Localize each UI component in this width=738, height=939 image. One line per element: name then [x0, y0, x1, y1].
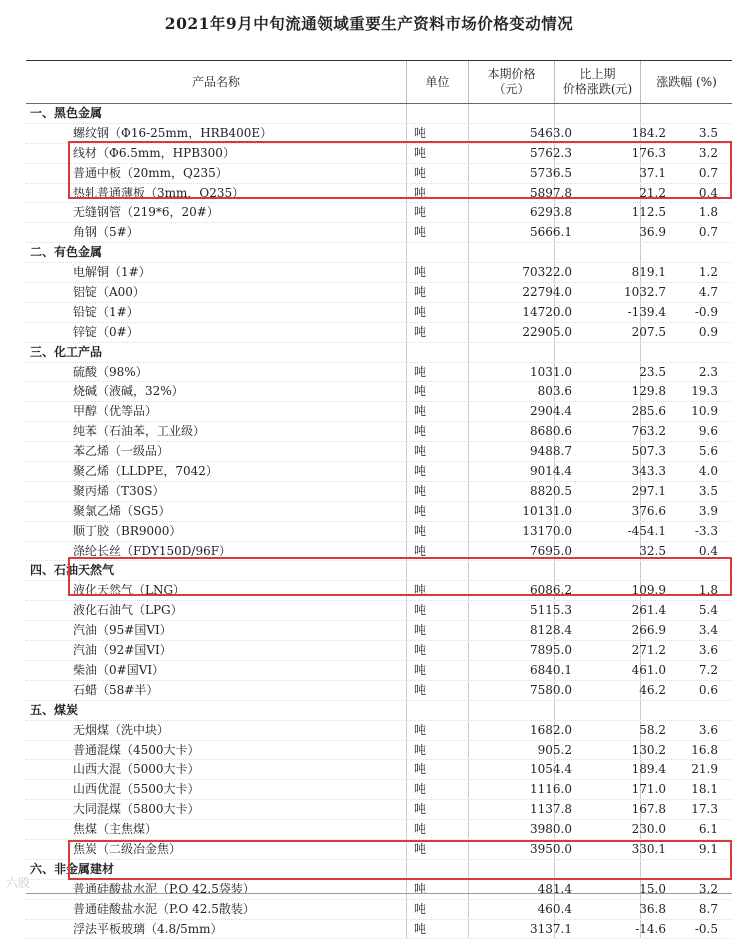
product-name: 液化石油气（LPG） [73, 603, 183, 618]
pct-cell: 3.6 [698, 722, 718, 737]
unit-cell: 吨 [413, 822, 426, 837]
pct-cell: 10.9 [691, 404, 718, 419]
change-cell: 376.6 [631, 503, 666, 518]
table-row [26, 283, 732, 303]
price-cell: 10131.0 [522, 503, 572, 518]
pct-cell: -3.3 [694, 523, 718, 538]
category-row [26, 701, 732, 721]
pct-cell: 4.7 [698, 285, 718, 300]
table-bottom-rule [26, 893, 732, 894]
column-divider [468, 303, 469, 322]
pct-cell: 5.6 [698, 444, 718, 459]
table-header [26, 60, 732, 104]
header-price-line2: （元） [493, 82, 530, 96]
unit-cell: 吨 [413, 165, 426, 180]
product-name: 汽油（92#国VI） [73, 643, 172, 658]
table-row [26, 721, 732, 741]
price-cell: 1682.0 [530, 722, 572, 737]
pct-cell: -0.5 [694, 921, 718, 936]
unit-cell: 吨 [413, 185, 426, 200]
table-row [26, 900, 732, 920]
table-row [26, 303, 732, 323]
column-divider [468, 741, 469, 760]
change-cell: 36.8 [639, 901, 666, 916]
change-cell: 46.2 [639, 682, 666, 697]
pct-cell: 17.3 [691, 802, 718, 817]
product-name: 锌锭（0#） [73, 324, 139, 339]
change-cell: 189.4 [631, 762, 666, 777]
price-cell: 5666.1 [530, 225, 572, 240]
change-cell: 230.0 [631, 822, 666, 837]
pct-cell: 0.4 [698, 185, 718, 200]
column-divider [468, 502, 469, 521]
column-divider [468, 880, 469, 899]
unit-cell: 吨 [413, 205, 426, 220]
unit-cell: 吨 [413, 523, 426, 538]
table-row [26, 442, 732, 462]
unit-cell: 吨 [413, 404, 426, 419]
pct-cell: 9.1 [698, 841, 718, 856]
unit-cell: 吨 [413, 225, 426, 240]
column-divider [468, 442, 469, 461]
table-row [26, 263, 732, 283]
unit-cell: 吨 [413, 841, 426, 856]
column-divider [468, 920, 469, 939]
column-divider [468, 780, 469, 799]
highlight-box [68, 840, 732, 880]
pct-cell: 1.2 [698, 265, 718, 280]
product-name: 电解铜（1#） [73, 265, 151, 280]
product-name: 山西优混（5500大卡） [73, 782, 200, 797]
column-divider [468, 820, 469, 839]
product-name: 液化天然气（LNG） [73, 583, 186, 598]
header-price-line1: 本期价格 [487, 67, 536, 81]
product-name: 普通混煤（4500大卡） [73, 742, 200, 757]
table-row [26, 741, 732, 761]
change-cell: 507.3 [631, 444, 666, 459]
price-cell: 6293.8 [530, 205, 572, 220]
category-name: 一、黑色金属 [30, 106, 103, 120]
table-row [26, 800, 732, 820]
product-name: 甲醇（优等品） [73, 404, 158, 419]
pct-cell: 18.1 [691, 782, 718, 797]
column-divider [468, 522, 469, 541]
unit-cell: 吨 [413, 503, 426, 518]
price-cell: 6086.2 [530, 583, 572, 598]
price-cell: 22905.0 [522, 324, 572, 339]
column-divider [468, 641, 469, 660]
price-cell: 6840.1 [530, 662, 572, 677]
price-cell: 1137.8 [530, 802, 572, 817]
unit-cell: 吨 [413, 762, 426, 777]
product-name: 苯乙烯（一级品） [73, 444, 170, 459]
price-cell: 460.4 [537, 901, 572, 916]
column-divider [468, 760, 469, 779]
column-divider [554, 243, 555, 262]
unit-cell: 吨 [413, 424, 426, 439]
product-name: 大同混煤（5800大卡） [73, 802, 200, 817]
column-divider [468, 263, 469, 282]
price-cell: 70322.0 [522, 265, 572, 280]
pct-cell: 0.6 [698, 682, 718, 697]
product-name: 汽油（95#国VI） [73, 623, 172, 638]
product-name: 线材（Φ6.5mm，HPB300） [73, 145, 235, 160]
unit-cell: 吨 [413, 782, 426, 797]
pct-cell: 3.2 [698, 145, 718, 160]
change-cell: 37.1 [639, 165, 666, 180]
table-row [26, 760, 732, 780]
header-price [468, 61, 554, 103]
change-cell: 184.2 [631, 125, 666, 140]
column-divider [468, 343, 469, 362]
product-name: 铝锭（A00） [73, 285, 145, 300]
price-cell: 8680.6 [530, 424, 572, 439]
column-divider [468, 701, 469, 720]
price-cell: 481.4 [537, 881, 572, 896]
column-divider [468, 422, 469, 441]
table-row [26, 203, 732, 223]
price-cell: 7580.0 [530, 682, 572, 697]
table-row [26, 621, 732, 641]
unit-cell: 吨 [413, 722, 426, 737]
unit-cell: 吨 [413, 662, 426, 677]
unit-cell: 吨 [413, 543, 426, 558]
table-row [26, 502, 732, 522]
column-divider [468, 323, 469, 342]
table-row [26, 681, 732, 701]
product-name: 普通硅酸盐水泥（P.O 42.5袋装） [73, 881, 255, 896]
unit-cell: 吨 [413, 464, 426, 479]
header-product: 产品名称 [191, 74, 240, 89]
product-name: 烧碱（液碱，32%） [73, 384, 184, 399]
table-row [26, 920, 732, 939]
column-divider [468, 601, 469, 620]
column-divider [468, 462, 469, 481]
table-row [26, 363, 732, 383]
table-row [26, 641, 732, 661]
price-cell: 14720.0 [522, 304, 572, 319]
highlight-box [68, 557, 732, 597]
product-name: 柴油（0#国VI） [73, 662, 165, 677]
price-cell: 905.2 [537, 742, 572, 757]
table-row [26, 780, 732, 800]
column-divider [468, 402, 469, 421]
price-cell: 5463.0 [530, 125, 572, 140]
change-cell: 171.0 [631, 782, 666, 797]
category-row [26, 243, 732, 263]
price-cell: 5115.3 [530, 603, 572, 618]
change-cell: 15.0 [639, 881, 666, 896]
category-name: 四、石油天然气 [30, 563, 115, 578]
category-name: 三、化工产品 [30, 344, 103, 359]
product-name: 热轧普通薄板（3mm，Q235） [73, 185, 245, 200]
category-name: 六、非金属建材 [30, 861, 115, 876]
watermark: 六股 [6, 876, 31, 890]
pct-cell: 3.6 [698, 643, 718, 658]
unit-cell: 吨 [413, 643, 426, 658]
pct-cell: 1.8 [698, 583, 718, 598]
pct-cell: 0.7 [698, 165, 718, 180]
pct-cell: 3.5 [698, 483, 718, 498]
change-cell: 130.2 [631, 742, 666, 757]
pct-cell: 2.3 [698, 364, 718, 379]
pct-cell: 3.2 [698, 881, 718, 896]
product-name: 焦炭（二级冶金焦） [73, 841, 182, 856]
unit-cell: 吨 [413, 583, 426, 598]
change-cell: 343.3 [631, 464, 666, 479]
change-cell: 167.8 [631, 802, 666, 817]
pct-cell: 3.4 [698, 623, 718, 638]
column-divider [554, 104, 555, 123]
column-divider [468, 800, 469, 819]
unit-cell: 吨 [413, 265, 426, 280]
price-cell: 9488.7 [530, 444, 572, 459]
category-row [26, 104, 732, 124]
table-row [26, 462, 732, 482]
product-name: 聚氯乙烯（SG5） [73, 503, 171, 518]
product-name: 螺纹钢（Φ16-25mm，HRB400E） [73, 125, 273, 140]
pct-cell: 21.9 [691, 762, 718, 777]
change-cell: 266.9 [631, 623, 666, 638]
change-cell: 112.5 [631, 205, 666, 220]
column-divider [406, 243, 407, 262]
price-cell: 1116.0 [530, 782, 572, 797]
change-cell: 271.2 [631, 643, 666, 658]
column-divider [640, 104, 641, 123]
pct-cell: -0.9 [694, 304, 718, 319]
header-change-line2: 价格涨跌(元) [562, 82, 633, 96]
change-cell: 261.4 [631, 603, 666, 618]
change-cell: 285.6 [631, 404, 666, 419]
change-cell: 461.0 [631, 662, 666, 677]
column-divider [468, 104, 469, 123]
change-cell: 297.1 [631, 483, 666, 498]
price-cell: 3950.0 [530, 841, 572, 856]
unit-cell: 吨 [413, 682, 426, 697]
column-divider [640, 343, 641, 362]
change-cell: 109.9 [631, 583, 666, 598]
price-table [26, 60, 732, 939]
column-divider [640, 701, 641, 720]
table-row [26, 522, 732, 542]
pct-cell: 19.3 [691, 384, 718, 399]
table-body [26, 104, 732, 939]
pct-cell: 3.9 [698, 503, 718, 518]
pct-cell: 4.0 [698, 464, 718, 479]
change-cell: 129.8 [631, 384, 666, 399]
pct-cell: 5.4 [698, 603, 718, 618]
pct-cell: 3.5 [698, 125, 718, 140]
price-cell: 22794.0 [522, 285, 572, 300]
change-cell: 36.9 [639, 225, 666, 240]
product-name: 石蜡（58#半） [73, 682, 159, 697]
table-row [26, 382, 732, 402]
price-cell: 3137.1 [530, 921, 572, 936]
unit-cell: 吨 [413, 444, 426, 459]
product-name: 涤纶长丝（FDY150D/96F） [73, 543, 232, 558]
product-name: 顺丁胶（BR9000） [73, 523, 182, 538]
table-row [26, 601, 732, 621]
pct-cell: 6.1 [698, 822, 718, 837]
unit-cell: 吨 [413, 125, 426, 140]
pct-cell: 1.8 [698, 205, 718, 220]
change-cell: 23.5 [639, 364, 666, 379]
product-name: 无缝钢管（219*6，20#） [73, 205, 219, 220]
price-cell: 8128.4 [530, 623, 572, 638]
product-name: 聚丙烯（T30S） [73, 483, 165, 498]
unit-cell: 吨 [413, 145, 426, 160]
price-cell: 803.6 [537, 384, 572, 399]
price-cell: 3980.0 [530, 822, 572, 837]
price-cell: 7695.0 [530, 543, 572, 558]
price-cell: 8820.5 [530, 483, 572, 498]
product-name: 浮法平板玻璃（4.8/5mm） [73, 921, 223, 936]
pct-cell: 9.6 [698, 424, 718, 439]
product-name: 普通中板（20mm，Q235） [73, 165, 228, 180]
price-cell: 2904.4 [530, 404, 572, 419]
table-row [26, 323, 732, 343]
pct-cell: 8.7 [698, 901, 718, 916]
table-row [26, 223, 732, 243]
change-cell: 1032.7 [624, 285, 666, 300]
unit-cell: 吨 [413, 384, 426, 399]
header-change [554, 61, 640, 103]
column-divider [468, 681, 469, 700]
column-divider [406, 104, 407, 123]
header-pct: 涨跌幅 (%) [640, 61, 732, 103]
column-divider [468, 721, 469, 740]
change-cell: 207.5 [631, 324, 666, 339]
column-divider [406, 343, 407, 362]
price-cell: 1054.4 [530, 762, 572, 777]
column-divider [468, 900, 469, 919]
header-change-line1: 比上期 [579, 67, 616, 81]
product-name: 铅锭（1#） [73, 304, 139, 319]
unit-cell: 吨 [413, 483, 426, 498]
product-name: 硫酸（98%） [73, 364, 148, 379]
product-name: 角钢（5#） [73, 225, 139, 240]
column-divider [468, 363, 469, 382]
table-row [26, 661, 732, 681]
product-name: 聚乙烯（LLDPE，7042） [73, 464, 218, 479]
column-divider [468, 223, 469, 242]
unit-cell: 吨 [413, 921, 426, 936]
column-divider [468, 482, 469, 501]
unit-cell: 吨 [413, 742, 426, 757]
unit-cell: 吨 [413, 901, 426, 916]
table-row [26, 422, 732, 442]
change-cell: 176.3 [631, 145, 666, 160]
product-name: 纯苯（石油苯，工业级） [73, 424, 206, 439]
unit-cell: 吨 [413, 603, 426, 618]
unit-cell: 吨 [413, 802, 426, 817]
change-cell: 21.2 [639, 185, 666, 200]
column-divider [554, 343, 555, 362]
unit-cell: 吨 [413, 324, 426, 339]
column-divider [468, 661, 469, 680]
change-cell: 32.5 [639, 543, 666, 558]
product-name: 普通硅酸盐水泥（P.O 42.5散装） [73, 901, 255, 916]
table-row [26, 820, 732, 840]
table-row [26, 482, 732, 502]
change-cell: 819.1 [631, 265, 666, 280]
pct-cell: 0.4 [698, 543, 718, 558]
category-row [26, 343, 732, 363]
column-divider [406, 701, 407, 720]
column-divider [468, 203, 469, 222]
category-name: 二、有色金属 [30, 245, 103, 260]
unit-cell: 吨 [413, 304, 426, 319]
price-cell: 5897.8 [530, 185, 572, 200]
price-cell: 13170.0 [522, 523, 572, 538]
column-divider [554, 701, 555, 720]
price-cell: 1031.0 [530, 364, 572, 379]
product-name: 山西大混（5000大卡） [73, 762, 200, 777]
pct-cell: 0.7 [698, 225, 718, 240]
unit-cell: 吨 [413, 623, 426, 638]
unit-cell: 吨 [413, 285, 426, 300]
column-divider [468, 621, 469, 640]
change-cell: 330.1 [631, 841, 666, 856]
pct-cell: 0.9 [698, 324, 718, 339]
change-cell: 58.2 [639, 722, 666, 737]
highlight-box [68, 141, 732, 200]
unit-cell: 吨 [413, 364, 426, 379]
column-divider [468, 283, 469, 302]
price-cell: 5762.3 [530, 145, 572, 160]
category-name: 五、煤炭 [30, 702, 79, 717]
price-cell: 7895.0 [530, 643, 572, 658]
price-cell: 9014.4 [530, 464, 572, 479]
column-divider [468, 243, 469, 262]
change-cell: -454.1 [627, 523, 666, 538]
price-cell: 5736.5 [530, 165, 572, 180]
unit-cell: 吨 [413, 881, 426, 896]
pct-cell: 16.8 [691, 742, 718, 757]
column-divider [640, 243, 641, 262]
change-cell: -139.4 [627, 304, 666, 319]
pct-cell: 7.2 [698, 662, 718, 677]
column-divider [468, 382, 469, 401]
header-unit: 单位 [406, 61, 468, 103]
table-row [26, 402, 732, 422]
page-title: 2021年9月中旬流通领域重要生产资料市场价格变动情况 [164, 14, 574, 33]
product-name: 无烟煤（洗中块） [73, 722, 170, 737]
change-cell: 763.2 [631, 424, 666, 439]
product-name: 焦煤（主焦煤） [73, 822, 158, 837]
change-cell: -14.6 [635, 921, 666, 936]
